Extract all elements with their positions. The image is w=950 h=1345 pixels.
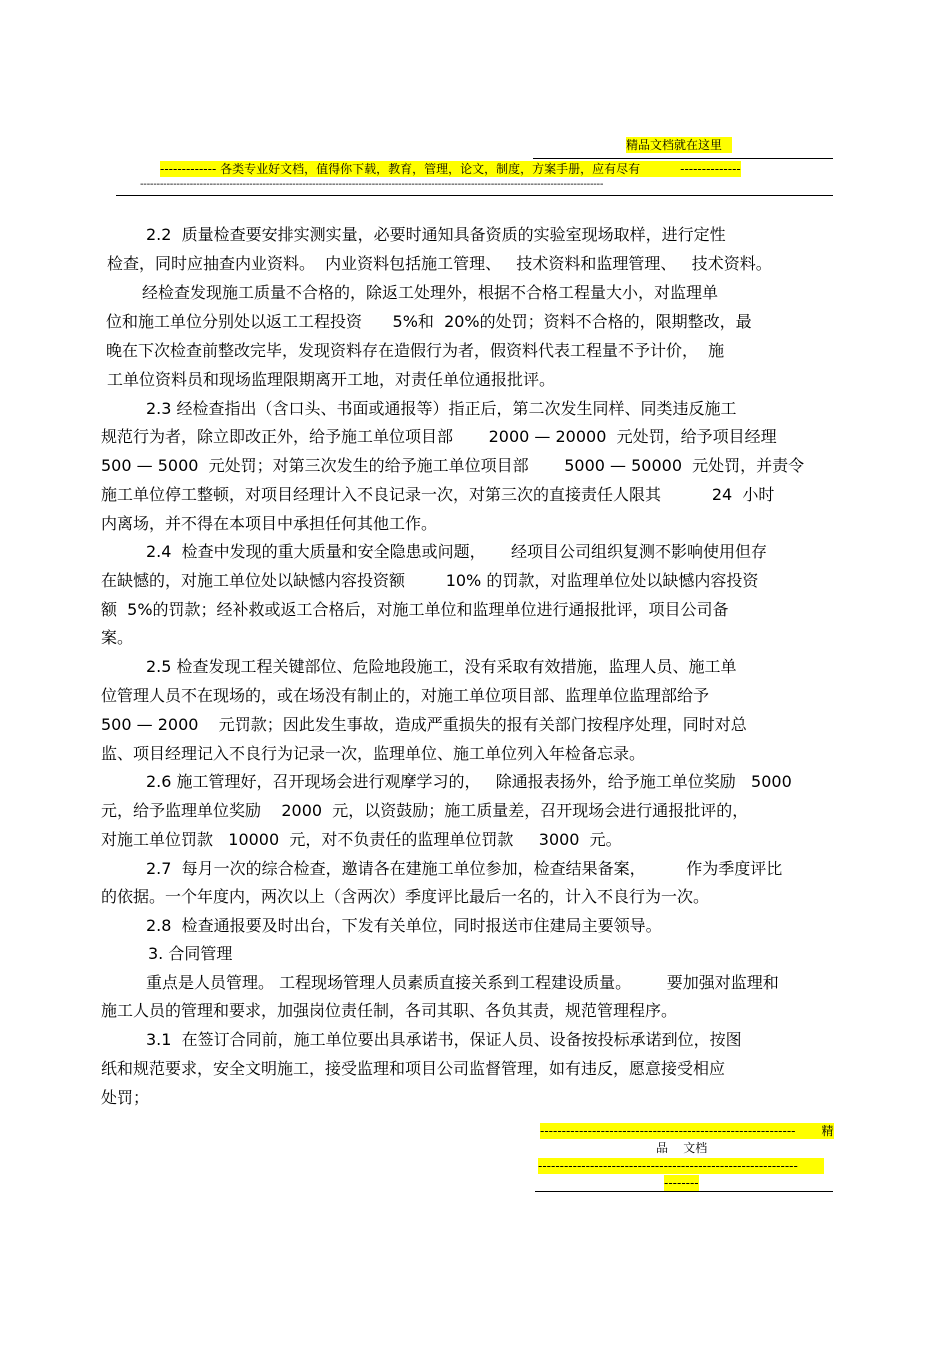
header-rule-bottom: [116, 195, 833, 196]
footer-rule: [535, 1191, 833, 1192]
header-dash-line: --------------------------------------------------------------------------------------------------------------------------------------------: [140, 179, 604, 190]
header-title: 精品文档就在这里: [626, 137, 732, 153]
body-line: 对施工单位罚款 10000 元，对不负责任的监理单位罚款 3000 元。: [101, 830, 622, 849]
body-line: 500 — 2000 元罚款；因此发生事故，造成严重损失的报有关部门按程序处理，同时对总: [101, 715, 747, 734]
body-line: 施工单位停工整顿，对项目经理计入不良记录一次，对第三次的直接责任人限其 24 小时: [101, 485, 775, 504]
body-line: 2.2 质量检查要安排实测实量，必要时通知具备资质的实验室现场取样，进行定性: [146, 225, 726, 244]
body-line: 晚在下次检查前整改完毕，发现资料存在造假行为者，假资料代表工程量不予计价， 施: [106, 341, 725, 360]
body-line: 3.1 在签订合同前，施工单位要出具承诺书，保证人员、设备按投标承诺到位，按图: [146, 1030, 742, 1049]
body-line: 元，给予监理单位奖励 2000 元，以资鼓励；施工质量差，召开现场会进行通报批评的，: [101, 801, 749, 820]
body-line: 施工人员的管理和要求，加强岗位责任制，各司其职、各负其责，规范管理程序。: [101, 1001, 678, 1020]
footer-line-4: --------: [664, 1176, 699, 1190]
footer-dashes: -----------------------------------------------------------: [540, 1124, 796, 1138]
body-line: 2.6 施工管理好，召开现场会进行观摩学习的， 除通报表扬外，给予施工单位奖励 5000: [146, 772, 792, 791]
body-line: 2.5 检查发现工程关键部位、危险地段施工，没有采取有效措施，监理人员、施工单: [146, 657, 737, 676]
body-line: 位和施工单位分别处以返工工程投资 5%和 20%的处罚；资料不合格的，限期整改，最: [106, 312, 752, 331]
footer-line-3: ------------------------------------------------------------: [538, 1158, 824, 1174]
header-subtitle-tail: --------------: [680, 162, 741, 176]
body-line: 监、项目经理记入不良行为记录一次，监理单位、施工单位列入年检备忘录。: [101, 744, 646, 763]
body-line: 500 — 5000 元处罚；对第三次发生的给予施工单位项目部 5000 — 50000 元处罚，并责令: [101, 456, 805, 475]
body-line: 工单位资料员和现场监理限期离开工地，对责任单位通报批评。: [107, 370, 556, 389]
body-line: 2.8 检查通报要及时出台，下发有关单位，同时报送市住建局主要领导。: [146, 916, 662, 935]
section-heading: 3. 合同管理: [148, 944, 233, 963]
body-line: 的依据。一个年度内，两次以上（含两次）季度评比最后一名的，计入不良行为一次。: [101, 887, 710, 906]
body-line: 纸和规范要求，安全文明施工，接受监理和项目公司监督管理，如有违反，愿意接受相应: [101, 1059, 726, 1078]
footer-line-1: [540, 1123, 834, 1139]
body-line: 案。: [101, 628, 134, 647]
body-line: 经检查发现施工质量不合格的，除返工处理外，根据不合格工程量大小，对监理单: [142, 283, 719, 302]
footer-text: 精: [821, 1124, 834, 1138]
footer-line-2: 品 文档: [656, 1141, 708, 1155]
header-rule-top: [533, 158, 833, 159]
body-line: 检查，同时应抽查内业资料。 内业资料包括施工管理、 技术资料和监理管理、 技术资料。: [107, 254, 772, 273]
body-line: 2.4 检查中发现的重大质量和安全隐患或问题， 经项目公司组织复测不影响使用但存: [146, 542, 768, 561]
body-line: 位管理人员不在现场的，或在场没有制止的，对施工单位项目部、监理单位监理部给予: [101, 686, 710, 705]
body-line: 在缺憾的，对施工单位处以缺憾内容投资额 10% 的罚款，对监理单位处以缺憾内容投资: [101, 571, 759, 590]
body-line: 处罚；: [101, 1088, 150, 1107]
body-line: 额 5%的罚款；经补救或返工合格后，对施工单位和监理单位进行通报批评，项目公司备: [101, 600, 729, 619]
header-subtitle-text: ------------- 各类专业好文档，值得你下载，教育，管理，论文，制度，方案手册，应有尽有: [160, 162, 641, 176]
body-line: 重点是人员管理。 工程现场管理人员素质直接关系到工程建设质量。 要加强对监理和: [146, 973, 779, 992]
body-line: 2.7 每月一次的综合检查，邀请各在建施工单位参加，检查结果备案， 作为季度评比: [146, 859, 783, 878]
body-line: 规范行为者，除立即改正外，给予施工单位项目部 2000 — 20000 元处罚，给予项目经理: [101, 427, 777, 446]
header-subtitle: [160, 161, 741, 177]
body-line: 2.3 经检查指出（含口头、书面或通报等）指正后，第二次发生同样、同类违反施工: [146, 399, 737, 418]
body-line: 内离场，并不得在本项目中承担任何其他工作。: [101, 514, 438, 533]
